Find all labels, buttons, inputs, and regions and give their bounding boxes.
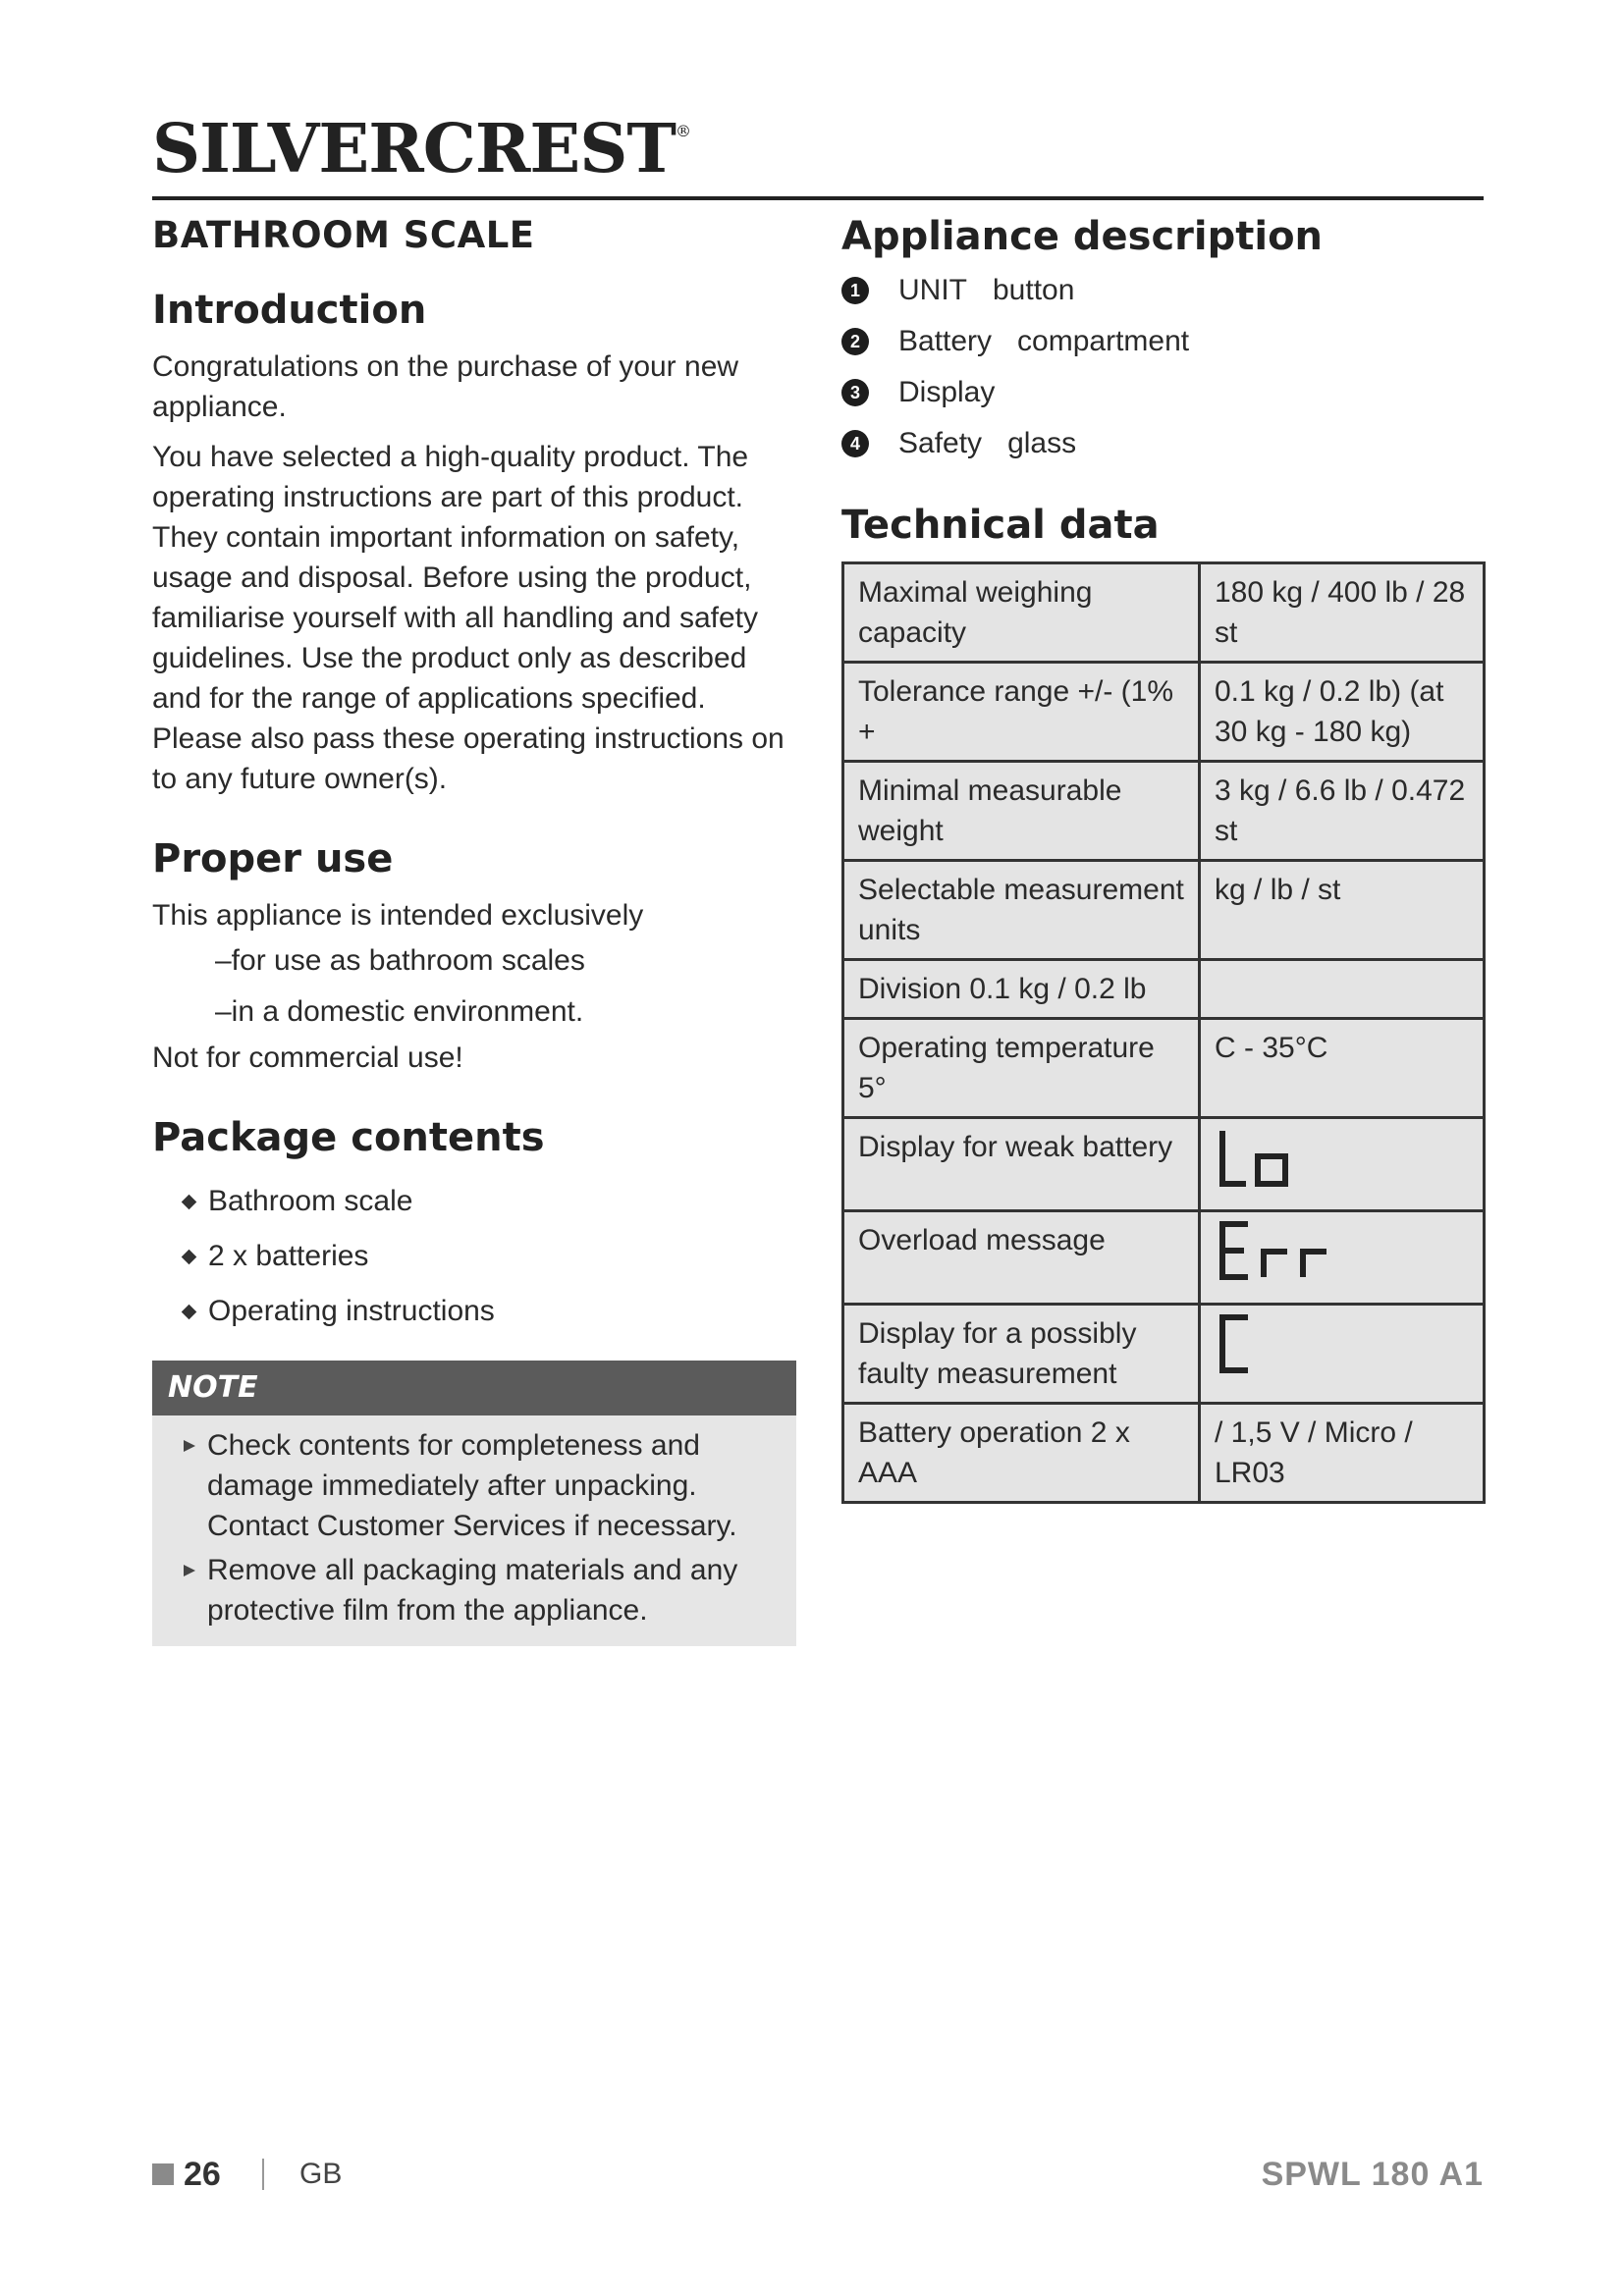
footer-divider [262, 2159, 264, 2190]
introduction-heading: Introduction [152, 288, 427, 333]
table-row: Operating temperature 5° C - 35°C [843, 1019, 1485, 1118]
number-badge-icon: 2 [841, 328, 869, 355]
note-title: NOTE [152, 1361, 796, 1415]
lcd-c-icon [1215, 1313, 1273, 1376]
note-item: Remove all packaging materials and any protective film from the appliance. [207, 1550, 773, 1630]
table-row: Overload message [843, 1211, 1485, 1305]
model-number: SPWL 180 A1 [1261, 2156, 1484, 2193]
intro-paragraph-2: You have selected a high-quality product. The operating instructions are part of this product. They contain important information on safety, usage and disposal. Before using the product, familiarise yourself with all handling and safety guidelines. Use the product only as described and for the range of applications specified. Please also pass these operating instructions on to any future owner(s). [152, 441, 785, 795]
appliance-parts-list [841, 265, 1484, 469]
arrow-bullet-icon [184, 1440, 195, 1452]
diamond-bullet-icon [182, 1249, 197, 1264]
list-item: 4 Safety glass [841, 418, 1484, 469]
right-column [841, 214, 1484, 1504]
page-marker-icon [152, 2163, 174, 2185]
table-row: Division 0.1 kg / 0.2 lb [843, 960, 1485, 1019]
technical-data-table [841, 561, 1486, 1504]
footer [152, 2155, 1484, 2194]
table-row: Display for a possibly faulty measurement [843, 1305, 1485, 1404]
diamond-bullet-icon [182, 1194, 197, 1209]
list-item: 2 Battery compartment [841, 316, 1484, 367]
diamond-bullet-icon [182, 1304, 197, 1319]
table-row: Maximal weighing capacity 180 kg / 400 lb / 28 st [843, 563, 1485, 663]
page-number: 26 [184, 2156, 221, 2193]
proper-use-item: –in a domestic environment. [215, 995, 584, 1028]
note-box [152, 1361, 796, 1646]
list-item: 2 x batteries [184, 1229, 796, 1284]
package-contents-list [152, 1174, 796, 1339]
header-rule [152, 196, 1484, 200]
number-badge-icon: 1 [841, 277, 869, 304]
lcd-lo-icon [1215, 1127, 1303, 1190]
number-badge-icon: 3 [841, 379, 869, 406]
appliance-description-heading: Appliance description [841, 214, 1324, 259]
product-title: BATHROOM SCALE [152, 214, 535, 256]
technical-data-heading: Technical data [841, 503, 1160, 548]
table-row: Selectable measurement units kg / lb / st [843, 861, 1485, 960]
table-row: Display for weak battery [843, 1118, 1485, 1211]
list-item: Bathroom scale [184, 1174, 796, 1229]
table-row: Minimal measurable weight 3 kg / 6.6 lb / 0.472 st [843, 762, 1485, 861]
language-code: GB [299, 2158, 343, 2190]
list-item: 3 Display [841, 367, 1484, 418]
arrow-bullet-icon [184, 1565, 195, 1576]
table-row: Battery operation 2 x AAA / 1,5 V / Micro / LR03 [843, 1404, 1485, 1503]
proper-use-heading: Proper use [152, 836, 394, 881]
number-badge-icon: 4 [841, 430, 869, 457]
list-item: 1 UNIT button [841, 265, 1484, 316]
list-item: Operating instructions [184, 1284, 796, 1339]
commercial-warning: Not for commercial use! [152, 1041, 463, 1074]
intro-paragraph-1: Congratulations on the purchase of your new appliance. [152, 350, 739, 423]
package-contents-heading: Package contents [152, 1115, 545, 1160]
table-row: Tolerance range +/- (1% + 0.1 kg / 0.2 lb) (at 30 kg - 180 kg) [843, 663, 1485, 762]
left-column [152, 214, 796, 1646]
note-item: Check contents for completeness and damage immediately after unpacking. Contact Customer Services if necessary. [207, 1425, 773, 1546]
brand-logo: SILVERCREST® [152, 110, 690, 188]
proper-use-item: –for use as bathroom scales [215, 944, 585, 977]
lcd-err-icon [1215, 1220, 1342, 1283]
proper-use-intro: This appliance is intended exclusively [152, 899, 644, 932]
